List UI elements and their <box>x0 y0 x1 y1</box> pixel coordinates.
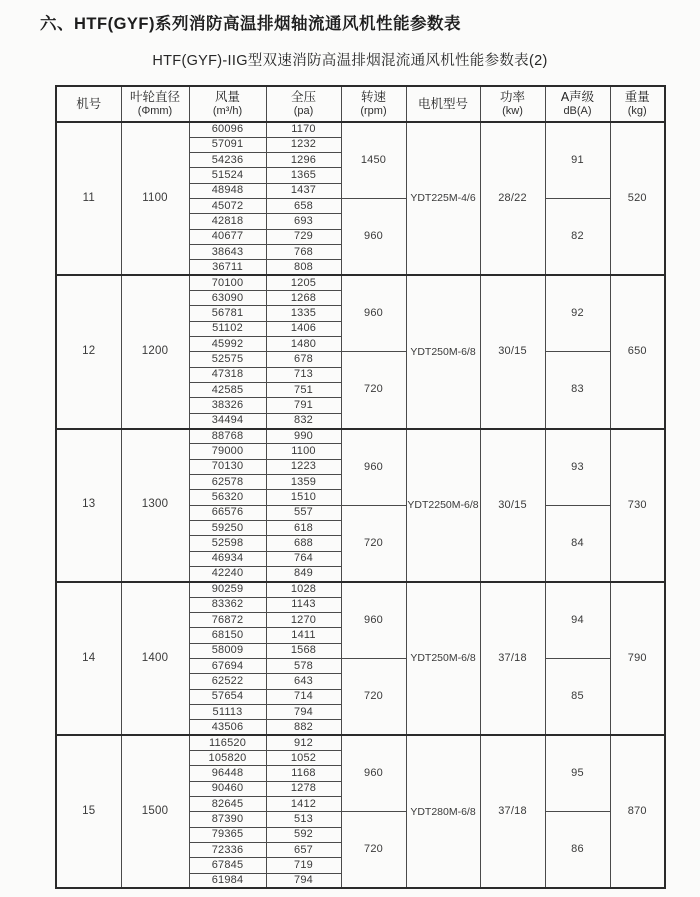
weight-cell: 790 <box>610 582 665 735</box>
air-volume-cell: 87390 <box>189 812 266 827</box>
header-unit: dB(A) <box>563 105 592 118</box>
total-pressure-cell: 618 <box>266 521 341 536</box>
model-no-cell: 13 <box>56 429 121 582</box>
total-pressure-cell: 557 <box>266 505 341 520</box>
impeller-diameter-cell: 1500 <box>121 735 189 888</box>
total-pressure-cell: 1170 <box>266 122 341 137</box>
header-model-no <box>56 86 121 122</box>
total-pressure-cell: 751 <box>266 383 341 398</box>
table-body <box>56 122 665 888</box>
air-volume-cell: 38326 <box>189 398 266 413</box>
total-pressure-cell: 764 <box>266 551 341 566</box>
header-unit: (Φmm) <box>137 105 173 118</box>
header-unit: (kw) <box>502 105 523 118</box>
table-row <box>56 582 665 597</box>
speed-high-cell: 960 <box>341 582 406 659</box>
total-pressure-cell: 1510 <box>266 490 341 505</box>
air-volume-cell: 42818 <box>189 214 266 229</box>
air-volume-cell: 62522 <box>189 674 266 689</box>
air-volume-cell: 70100 <box>189 275 266 290</box>
noise-level-low-cell: 82 <box>545 199 610 276</box>
noise-level-high-cell: 94 <box>545 582 610 659</box>
total-pressure-cell: 1278 <box>266 781 341 796</box>
air-volume-cell: 36711 <box>189 260 266 275</box>
table-row <box>56 735 665 750</box>
total-pressure-cell: 990 <box>266 429 341 444</box>
air-volume-cell: 43506 <box>189 720 266 735</box>
total-pressure-cell: 1406 <box>266 321 341 336</box>
total-pressure-cell: 791 <box>266 398 341 413</box>
air-volume-cell: 70130 <box>189 459 266 474</box>
noise-level-low-cell: 85 <box>545 658 610 735</box>
air-volume-cell: 51524 <box>189 168 266 183</box>
fan-performance-table <box>55 85 666 889</box>
weight-cell: 730 <box>610 429 665 582</box>
air-volume-cell: 76872 <box>189 613 266 628</box>
table-header-row <box>56 86 665 122</box>
air-volume-cell: 68150 <box>189 628 266 643</box>
total-pressure-cell: 658 <box>266 199 341 214</box>
total-pressure-cell: 678 <box>266 352 341 367</box>
speed-low-cell: 720 <box>341 352 406 429</box>
total-pressure-cell: 1411 <box>266 628 341 643</box>
header-label: 电机型号 <box>417 96 468 111</box>
noise-level-low-cell: 83 <box>545 352 610 429</box>
speed-high-cell: 1450 <box>341 122 406 199</box>
header-label: 叶轮直径 <box>129 90 180 105</box>
air-volume-cell: 66576 <box>189 505 266 520</box>
table-row <box>56 122 665 137</box>
total-pressure-cell: 1437 <box>266 183 341 198</box>
total-pressure-cell: 1168 <box>266 766 341 781</box>
total-pressure-cell: 1359 <box>266 475 341 490</box>
air-volume-cell: 58009 <box>189 643 266 658</box>
motor-model-cell: YDT2250M-6/8 <box>406 429 480 582</box>
air-volume-cell: 105820 <box>189 750 266 765</box>
impeller-diameter-cell: 1300 <box>121 429 189 582</box>
air-volume-cell: 63090 <box>189 291 266 306</box>
model-no-cell: 14 <box>56 582 121 735</box>
header-label: 风量 <box>214 90 240 105</box>
air-volume-cell: 90259 <box>189 582 266 597</box>
air-volume-cell: 90460 <box>189 781 266 796</box>
total-pressure-cell: 1480 <box>266 337 341 352</box>
air-volume-cell: 67694 <box>189 658 266 673</box>
total-pressure-cell: 912 <box>266 735 341 750</box>
total-pressure-cell: 832 <box>266 413 341 428</box>
header-total-pressure <box>266 86 341 122</box>
model-no-cell: 12 <box>56 275 121 428</box>
weight-cell: 870 <box>610 735 665 888</box>
total-pressure-cell: 729 <box>266 229 341 244</box>
air-volume-cell: 56781 <box>189 306 266 321</box>
header-label: 重量 <box>624 90 650 105</box>
header-label: 功率 <box>499 90 525 105</box>
noise-level-high-cell: 95 <box>545 735 610 812</box>
header-unit: (rpm) <box>360 105 387 118</box>
power-cell: 37/18 <box>480 735 545 888</box>
total-pressure-cell: 688 <box>266 536 341 551</box>
speed-low-cell: 720 <box>341 812 406 889</box>
air-volume-cell: 67845 <box>189 858 266 873</box>
total-pressure-cell: 794 <box>266 704 341 719</box>
total-pressure-cell: 849 <box>266 567 341 582</box>
air-volume-cell: 60096 <box>189 122 266 137</box>
total-pressure-cell: 643 <box>266 674 341 689</box>
air-volume-cell: 52598 <box>189 536 266 551</box>
air-volume-cell: 56320 <box>189 490 266 505</box>
total-pressure-cell: 1296 <box>266 153 341 168</box>
air-volume-cell: 83362 <box>189 597 266 612</box>
header-noise-level <box>545 86 610 122</box>
total-pressure-cell: 713 <box>266 367 341 382</box>
motor-model-cell: YDT250M-6/8 <box>406 275 480 428</box>
header-air-volume <box>189 86 266 122</box>
speed-low-cell: 720 <box>341 658 406 735</box>
power-cell: 30/15 <box>480 429 545 582</box>
noise-level-high-cell: 92 <box>545 275 610 352</box>
total-pressure-cell: 882 <box>266 720 341 735</box>
table-row <box>56 275 665 290</box>
impeller-diameter-cell: 1100 <box>121 122 189 275</box>
air-volume-cell: 48948 <box>189 183 266 198</box>
total-pressure-cell: 693 <box>266 214 341 229</box>
air-volume-cell: 38643 <box>189 245 266 260</box>
air-volume-cell: 79000 <box>189 444 266 459</box>
total-pressure-cell: 1223 <box>266 459 341 474</box>
noise-level-low-cell: 84 <box>545 505 610 582</box>
motor-model-cell: YDT280M-6/8 <box>406 735 480 888</box>
noise-level-low-cell: 86 <box>545 812 610 889</box>
total-pressure-cell: 1028 <box>266 582 341 597</box>
total-pressure-cell: 1412 <box>266 796 341 811</box>
noise-level-high-cell: 93 <box>545 429 610 506</box>
air-volume-cell: 45992 <box>189 337 266 352</box>
total-pressure-cell: 578 <box>266 658 341 673</box>
air-volume-cell: 88768 <box>189 429 266 444</box>
total-pressure-cell: 1568 <box>266 643 341 658</box>
air-volume-cell: 59250 <box>189 521 266 536</box>
weight-cell: 650 <box>610 275 665 428</box>
total-pressure-cell: 794 <box>266 873 341 888</box>
air-volume-cell: 79365 <box>189 827 266 842</box>
air-volume-cell: 51102 <box>189 321 266 336</box>
impeller-diameter-cell: 1400 <box>121 582 189 735</box>
total-pressure-cell: 1268 <box>266 291 341 306</box>
weight-cell: 520 <box>610 122 665 275</box>
model-no-cell: 15 <box>56 735 121 888</box>
air-volume-cell: 52575 <box>189 352 266 367</box>
total-pressure-cell: 1052 <box>266 750 341 765</box>
table-row <box>56 429 665 444</box>
impeller-diameter-cell: 1200 <box>121 275 189 428</box>
air-volume-cell: 47318 <box>189 367 266 382</box>
total-pressure-cell: 1205 <box>266 275 341 290</box>
header-label: 机号 <box>76 96 102 111</box>
air-volume-cell: 42585 <box>189 383 266 398</box>
total-pressure-cell: 1335 <box>266 306 341 321</box>
air-volume-cell: 57654 <box>189 689 266 704</box>
air-volume-cell: 57091 <box>189 137 266 152</box>
air-volume-cell: 54236 <box>189 153 266 168</box>
noise-level-high-cell: 91 <box>545 122 610 199</box>
total-pressure-cell: 592 <box>266 827 341 842</box>
model-no-cell: 11 <box>56 122 121 275</box>
motor-model-cell: YDT225M-4/6 <box>406 122 480 275</box>
air-volume-cell: 42240 <box>189 567 266 582</box>
header-label: 转速 <box>360 90 386 105</box>
header-speed <box>341 86 406 122</box>
total-pressure-cell: 1232 <box>266 137 341 152</box>
header-unit: (kg) <box>627 105 647 118</box>
air-volume-cell: 61984 <box>189 873 266 888</box>
total-pressure-cell: 768 <box>266 245 341 260</box>
header-impeller-diameter <box>121 86 189 122</box>
air-volume-cell: 82645 <box>189 796 266 811</box>
air-volume-cell: 116520 <box>189 735 266 750</box>
total-pressure-cell: 1143 <box>266 597 341 612</box>
total-pressure-cell: 1270 <box>266 613 341 628</box>
air-volume-cell: 34494 <box>189 413 266 428</box>
total-pressure-cell: 1365 <box>266 168 341 183</box>
total-pressure-cell: 1100 <box>266 444 341 459</box>
total-pressure-cell: 808 <box>266 260 341 275</box>
header-power <box>480 86 545 122</box>
total-pressure-cell: 657 <box>266 842 341 857</box>
air-volume-cell: 72336 <box>189 842 266 857</box>
air-volume-cell: 96448 <box>189 766 266 781</box>
speed-high-cell: 960 <box>341 275 406 352</box>
speed-high-cell: 960 <box>341 735 406 812</box>
power-cell: 28/22 <box>480 122 545 275</box>
total-pressure-cell: 714 <box>266 689 341 704</box>
air-volume-cell: 45072 <box>189 199 266 214</box>
speed-high-cell: 960 <box>341 429 406 506</box>
header-unit: (m³/h) <box>212 105 243 118</box>
speed-low-cell: 720 <box>341 505 406 582</box>
total-pressure-cell: 513 <box>266 812 341 827</box>
power-cell: 37/18 <box>480 582 545 735</box>
document-page <box>0 10 700 889</box>
header-weight <box>610 86 665 122</box>
air-volume-cell: 62578 <box>189 475 266 490</box>
table-subtitle: HTF(GYF)-IIG型双速消防高温排烟混流通风机性能参数表(2) <box>152 53 548 69</box>
header-motor-model <box>406 86 480 122</box>
header-label: 全压 <box>290 90 316 105</box>
motor-model-cell: YDT250M-6/8 <box>406 582 480 735</box>
header-unit: (pa) <box>293 105 314 118</box>
speed-low-cell: 960 <box>341 199 406 276</box>
header-label: A声级 <box>560 90 595 105</box>
total-pressure-cell: 719 <box>266 858 341 873</box>
power-cell: 30/15 <box>480 275 545 428</box>
air-volume-cell: 51113 <box>189 704 266 719</box>
air-volume-cell: 40677 <box>189 229 266 244</box>
page-title: 六、HTF(GYF)系列消防高温排烟轴流通风机性能参数表 <box>40 15 461 33</box>
air-volume-cell: 46934 <box>189 551 266 566</box>
